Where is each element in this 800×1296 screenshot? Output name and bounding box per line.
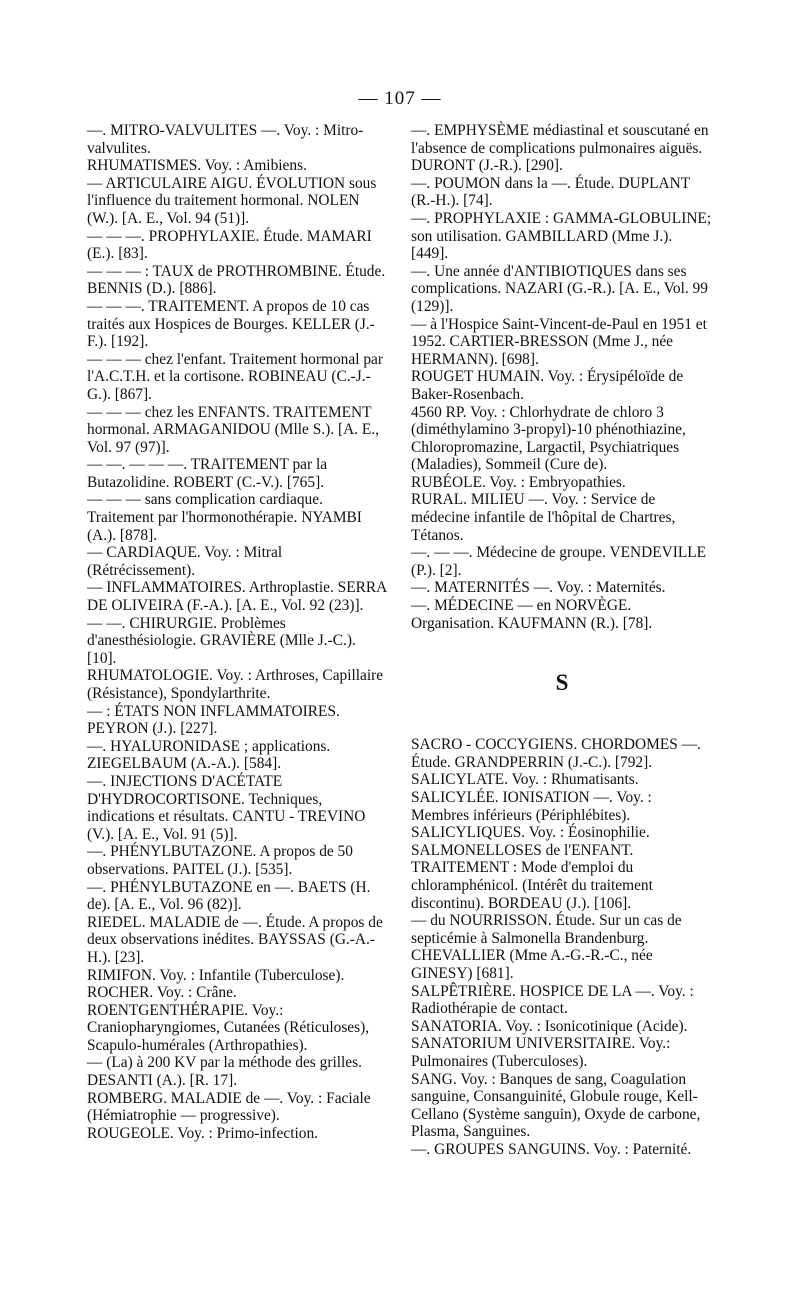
- index-entry: — —. — — —. TRAITEMENT par la Butazolidine. ROBERT (C.-V.). [765].: [87, 456, 328, 491]
- index-entry: SALICYLÉE. IONISATION —. Voy. : Membres inférieurs (Périphlébites).: [411, 789, 652, 824]
- index-entry: SANATORIUM UNIVERSITAIRE. Voy.: Pulmonaires (Tuberculoses).: [411, 1035, 671, 1070]
- index-entry: — — — : TAUX de PROTHROMBINE. Étude. BENNIS (D.). [886].: [87, 262, 386, 298]
- right-column-top-entries: [411, 122, 713, 632]
- index-entry: —. MÉDECINE — en NORVÈGE. Organisation. KAUFMANN (R.). [78].: [411, 597, 653, 632]
- index-entry: — : ÉTATS NON INFLAMMATOIRES. PEYRON (J.). [227].: [87, 702, 340, 738]
- index-entry: — —. CHIRURGIE. Problèmes d'anesthésiologie. GRAVIÈRE (Mlle J.-C.). [10].: [87, 614, 356, 667]
- index-entry: —. PHÉNYLBUTAZONE. A propos de 50 observations. PAITEL (J.). [535].: [87, 843, 353, 878]
- right-column: [411, 122, 713, 1158]
- index-entry: —. PHÉNYLBUTAZONE en —. BAETS (H. de). [A. E., Vol. 96 (82)].: [87, 878, 371, 914]
- page-number: — 107 —: [358, 88, 442, 109]
- index-entry: RIEDEL. MALADIE de —. Étude. A propos de deux observations inédites. BAYSSAS (G.-A.-H.). [23].: [87, 913, 383, 966]
- index-entry: — du NOURRISSON. Étude. Sur un cas de septicémie à Salmonella Brandenburg. CHEVALLIER (Mme A.-G.-R.-C., née GINESY) [681].: [411, 912, 682, 982]
- index-entry: SACRO - COCCYGIENS. CHORDOMES —. Étude. GRANDPERRIN (J.-C.). [792].: [411, 736, 701, 771]
- index-entry: ROENTGENTHÉRAPIE. Voy.: Craniopharyngiomes, Cutanées (Réticuloses), Scapulo-humérales (Arthropathies).: [87, 1001, 370, 1054]
- right-column-bottom-entries: [411, 736, 713, 1158]
- index-entry: — INFLAMMATOIRES. Arthroplastie. SERRA DE OLIVEIRA (F.-A.). [A. E., Vol. 92 (23)].: [87, 579, 387, 615]
- index-entry: RHUMATISMES. Voy. : Amibiens.: [87, 157, 307, 175]
- index-entry: — CARDIAQUE. Voy. : Mitral (Rétrécissement).: [87, 544, 283, 579]
- index-entry: RURAL. MILIEU —. Voy. : Service de médecine infantile de l'hôpital de Chartres, Tétanos.: [411, 491, 676, 544]
- index-entry: — (La) à 200 KV par la méthode des grilles. DESANTI (A.). [R. 17].: [87, 1054, 362, 1090]
- section-letter: S: [555, 670, 569, 696]
- index-entry: RUBÉOLE. Voy. : Embryopathies.: [411, 473, 626, 491]
- index-entry: — — — chez l'enfant. Traitement hormonal par l'A.C.T.H. et la cortisone. ROBINEAU (C.-J.-G.). [867].: [87, 350, 383, 403]
- index-entry: SANG. Voy. : Banques de sang, Coagulation sanguine, Consanguinité, Globule rouge, Kell-Cellano (Système sanguin), Oxyde de carbone, Plasma, Sanguines.: [411, 1070, 701, 1141]
- index-entry: — — —. PROPHYLAXIE. Étude. MAMARI (E.). [83].: [87, 227, 372, 263]
- index-entry: — à l'Hospice Saint-Vincent-de-Paul en 1951 et 1952. CARTIER-BRESSON (Mme J., née HERMANN). [698].: [411, 315, 707, 368]
- index-entry: ROMBERG. MALADIE de —. Voy. : Faciale (Hémiatrophie — progressive).: [87, 1089, 371, 1125]
- index-entry: ROUGEOLE. Voy. : Primo-infection.: [87, 1124, 318, 1142]
- index-entry: SALMONELLOSES de l'ENFANT. TRAITEMENT : Mode d'emploi du chloramphénicol. (Intérêt du traitement discontinu). BORDEAU (J.). [106].: [411, 841, 653, 912]
- index-entry: —. Une année d'ANTIBIOTIQUES dans ses complications. NAZARI (G.-R.). [A. E., Vol. 99 (129)].: [411, 262, 708, 315]
- left-column: [87, 122, 389, 1142]
- index-entry: —. INJECTIONS D'ACÉTATE D'HYDROCORTISONE. Techniques, indications et résultats. CANTU - TREVINO (V.). [A. E., Vol. 91 (5)].: [87, 772, 366, 843]
- index-entry: — — — chez les ENFANTS. TRAITEMENT hormonal. ARMAGANIDOU (Mlle S.). [A. E., Vol. 97 (97)].: [87, 403, 379, 456]
- index-entry: —. MITRO-VALVULITES —. Voy. : Mitro-valvulites.: [87, 122, 364, 157]
- index-entry: SALPÊTRIÈRE. HOSPICE DE LA —. Voy. : Radiothérapie de contact.: [411, 982, 694, 1018]
- index-entry: 4560 RP. Voy. : Chlorhydrate de chloro 3 (diméthylamino 3-propyl)-10 phénothiazine, Chloropromazine, Largactil, Psychiatriques (Maladies), Sommeil (Cure de).: [411, 403, 686, 474]
- index-entry: ROCHER. Voy. : Crâne.: [87, 984, 237, 1002]
- index-entry: —. HYALURONIDASE ; applications. ZIEGELBAUM (A.-A.). [584].: [87, 737, 331, 773]
- index-entry: — ARTICULAIRE AIGU. ÉVOLUTION sous l'influence du traitement hormonal. NOLEN (W.). [A. E., Vol. 94 (51)].: [87, 174, 377, 227]
- index-entry: —. PROPHYLAXIE : GAMMA-GLOBULINE; son utilisation. GAMBILLARD (Mme J.). [449].: [411, 209, 712, 263]
- index-entry: RHUMATOLOGIE. Voy. : Arthroses, Capillaire (Résistance), Spondylarthrite.: [87, 667, 384, 702]
- index-entry: —. GROUPES SANGUINS. Voy. : Paternité.: [411, 1140, 692, 1158]
- index-entry: —. MATERNITÉS —. Voy. : Maternités.: [411, 579, 666, 597]
- index-entry: SALICYLIQUES. Voy. : Éosinophilie.: [411, 824, 650, 842]
- index-entry: —. — —. Médecine de groupe. VENDEVILLE (P.). [2].: [411, 544, 707, 579]
- index-entry: SALICYLATE. Voy. : Rhumatisants.: [411, 771, 639, 789]
- index-entry: —. EMPHYSÈME médiastinal et souscutané en l'absence de complications pulmonaires aiguës. DURONT (J.-R.). [290].: [411, 122, 709, 175]
- index-entry: — — — sans complication cardiaque. Traitement par l'hormonothérapie. NYAMBI (A.). [878].: [87, 491, 362, 544]
- index-entry: —. POUMON dans la —. Étude. DUPLANT (R.-H.). [74].: [411, 174, 690, 210]
- index-entry: SANATORIA. Voy. : Isonicotinique (Acide).: [411, 1017, 688, 1035]
- index-entry: — — —. TRAITEMENT. A propos de 10 cas traités aux Hospices de Bourges. KELLER (J.-F.). [192].: [87, 297, 375, 351]
- index-entry: RIMIFON. Voy. : Infantile (Tuberculose).: [87, 966, 345, 984]
- index-entry: ROUGET HUMAIN. Voy. : Érysipéloïde de Baker-Rosenbach.: [411, 368, 684, 403]
